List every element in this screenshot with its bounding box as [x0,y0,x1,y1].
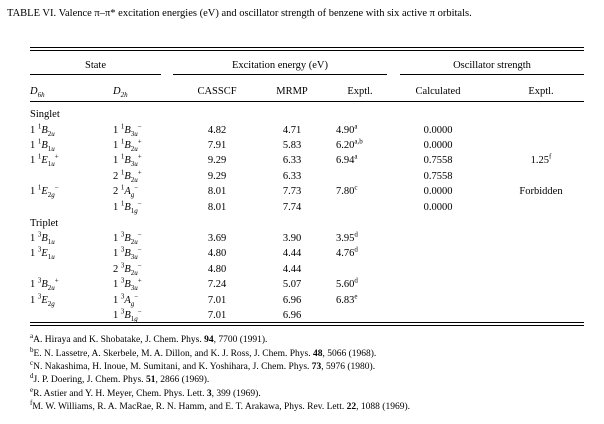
cell-mrmp: 4.44 [282,264,302,275]
header-mrmp: MRMP [276,86,308,97]
cell-d2h: 1 $^3B_{3u}^-$ [113,245,142,262]
cell-casscf: 7.01 [207,295,227,306]
cell-d6h: 1 $^1B_{2u}$ [30,122,55,139]
cell-casscf: 4.80 [207,264,227,275]
cell-mrmp: 4.71 [282,125,302,136]
cell-mrmp: 6.33 [282,171,302,182]
header-calculated: Calculated [415,86,461,97]
table-caption [7,7,595,21]
cell-d2h: 2 $^1A_g^-$ [113,183,139,200]
cell-casscf: 7.01 [207,310,227,321]
cell-exptl2: 1.25$^f$ [530,152,552,166]
footnote: $^d$J. P. Doering, J. Chem. Phys. 51, 2866 (1969). [30,371,210,385]
cell-d2h: 1 $^3A_g^-$ [113,292,139,309]
cell-d6h: 1 $^1E_{2g}^-$ [30,183,59,200]
cell-d6h: 1 $^1B_{1u}$ [30,137,55,154]
header-oscillator: Oscillator strength [453,60,531,71]
cell-exptl: 6.83e [336,292,358,306]
cell-d2h: 1 $^3B_{1g}^-$ [113,307,142,324]
header-d2h: $D_{2h}$ [113,86,128,100]
cell-calc: 0.0000 [423,186,453,197]
cell-casscf: 4.80 [207,248,227,259]
cell-d2h: 1 $^1B_{2u}^+$ [113,137,142,154]
cell-casscf: 9.29 [207,171,227,182]
footnote: $^b$E. N. Lassetre, A. Skerbele, M. A. Dillon, and K. J. Ross, J. Chem. Phys. 48, 5066 (1968). [30,345,377,359]
header-bottom-rule [30,101,584,102]
cell-d2h: 1 $^3B_{3u}^+$ [113,276,142,293]
cell-d6h: 1 $^1E_{1u}^+$ [30,152,59,169]
header-d6h: $D_{6h}$ [30,86,45,100]
cell-d6h: 1 $^3E_{2g}$ [30,292,55,309]
cell-mrmp: 3.90 [282,233,302,244]
excitation-underline [173,74,387,75]
bottom-rule-2 [30,325,584,326]
cell-mrmp: 6.33 [282,155,302,166]
cell-d6h: 1 $^3B_{2u}^+$ [30,276,59,293]
cell-mrmp: 6.96 [282,310,302,321]
cell-d6h: 1 $^3B_{1u}$ [30,230,55,247]
cell-mrmp: 4.44 [282,248,302,259]
header-excitation: Excitation energy (eV) [231,60,329,71]
cell-exptl: 6.94$^a$ [336,152,358,166]
cell-exptl: 3.95$^d$ [336,230,358,244]
cell-calc: 0.0000 [423,202,453,213]
footnote: $^c$N. Nakashima, H. Inoue, M. Sumitani, and K. Yoshihara, J. Chem. Phys. 73, 5976 (1980). [30,358,376,372]
table-label: TABLE VI. [7,8,57,19]
bottom-rule-1 [30,322,584,323]
cell-exptl: 5.60$^d$ [336,276,358,290]
cell-d6h: 1 $^3E_{1u}$ [30,245,55,262]
cell-mrmp: 5.83 [282,140,302,151]
section-label-triplet: Triplet [30,218,59,229]
top-rule-1 [30,47,584,48]
cell-mrmp: 7.73 [282,186,302,197]
cell-exptl: 6.20$^{a,b}$ [336,137,363,151]
footnote: $^a$A. Hiraya and K. Shobatake, J. Chem. Phys. 94, 7700 (1991). [30,331,268,345]
cell-casscf: 9.29 [207,155,227,166]
cell-d2h: 2 $^3B_{2u}^-$ [113,261,142,278]
cell-mrmp: 7.74 [282,202,302,213]
oscillator-underline [400,74,584,75]
cell-d2h: 1 $^3B_{2u}^-$ [113,230,142,247]
cell-casscf: 7.24 [207,279,227,290]
cell-casscf: 4.82 [207,125,227,136]
state-underline [30,74,161,75]
header-exptl-oscillator: Exptl. [528,86,554,97]
cell-casscf: 7.91 [207,140,227,151]
section-label-singlet: Singlet [30,109,60,120]
footnote: $^e$R. Astier and Y. H. Meyer, Chem. Phys. Lett. 3, 399 (1969). [30,385,261,399]
cell-casscf: 3.69 [207,233,227,244]
cell-d2h: 2 $^1B_{2u}^+$ [113,168,142,185]
cell-exptl: 4.76$^d$ [336,245,358,259]
cell-d2h: 1 $^1B_{3u}^-$ [113,122,142,139]
header-state: State [85,60,106,71]
cell-calc: 0.0000 [423,125,453,136]
cell-calc: 0.7558 [423,171,453,182]
cell-mrmp: 5.07 [282,279,302,290]
cell-d2h: 1 $^1B_{1g}^-$ [113,199,142,216]
cell-exptl: 7.80$^c$ [336,183,358,197]
footnote: $^f$M. W. Williams, R. A. MacRae, R. N. Hamm, and E. T. Arakawa, Phys. Rev. Lett. 22, 1088 (1969). [30,398,410,412]
cell-exptl: 4.90$^a$ [336,122,358,136]
cell-d2h: 1 $^1B_{3u}^+$ [113,152,142,169]
cell-casscf: 8.01 [207,202,227,213]
cell-casscf: 8.01 [207,186,227,197]
header-casscf: CASSCF [197,86,237,97]
cell-exptl2: Forbidden [519,186,563,197]
top-rule-2 [30,50,584,51]
cell-calc: 0.0000 [423,140,453,151]
cell-calc: 0.7558 [423,155,453,166]
table-title: Valence π–π* excitation energies (eV) and oscillator strength of benzene with six active π orbitals. [58,8,472,19]
header-exptl: Exptl. [347,86,373,97]
cell-mrmp: 6.96 [282,295,302,306]
